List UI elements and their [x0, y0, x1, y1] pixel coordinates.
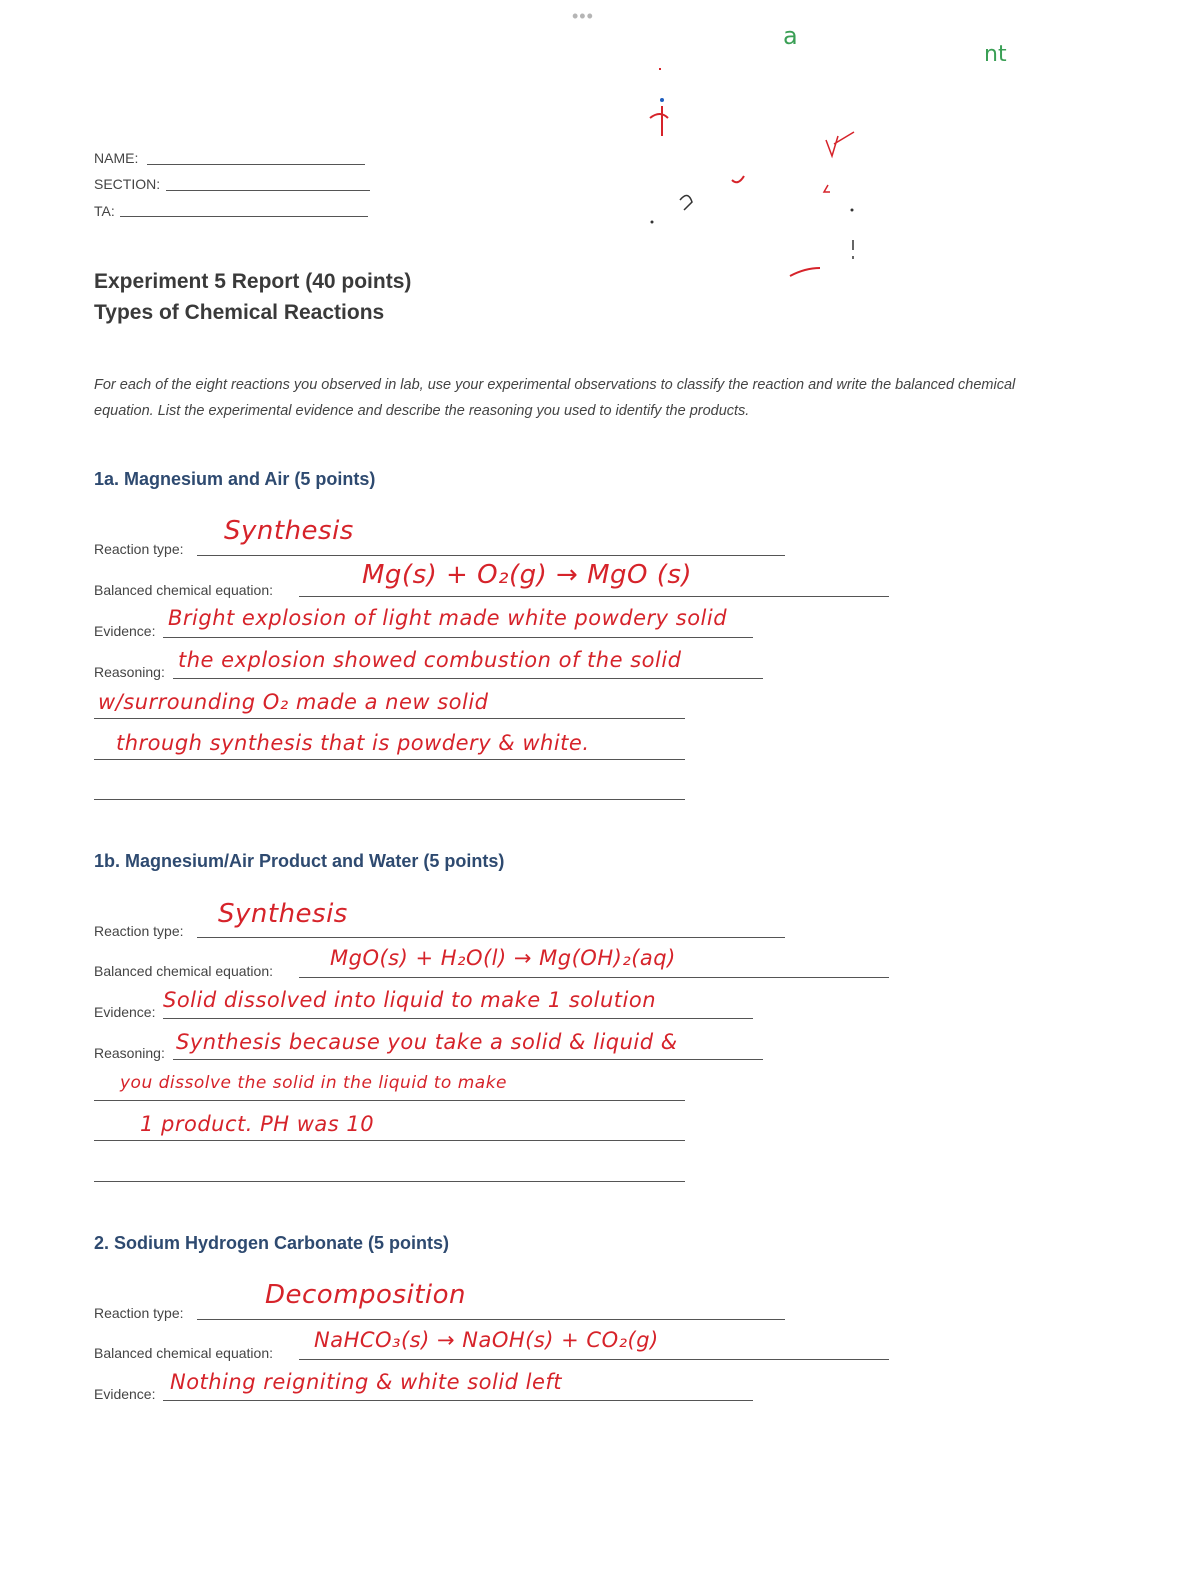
green-note-nt: nt — [984, 42, 1007, 67]
evidence-line[interactable] — [163, 1018, 753, 1019]
answer-1a-reaction-type: Synthesis — [224, 516, 354, 546]
reaction-type-label: Reaction type: — [94, 541, 184, 557]
answer-1a-evidence: Bright explosion of light made white powdery solid — [168, 606, 728, 630]
answer-1b-equation: MgO(s) + H₂O(l) → Mg(OH)₂(aq) — [330, 946, 676, 970]
reasoning-label: Reasoning: — [94, 664, 165, 680]
name-label: NAME: — [94, 150, 139, 166]
report-subtitle: Types of Chemical Reactions — [94, 301, 385, 324]
answer-1b-evidence: Solid dissolved into liquid to make 1 solution — [163, 988, 657, 1012]
reasoning-line-1[interactable] — [173, 678, 763, 679]
evidence-line[interactable] — [163, 1400, 753, 1401]
reasoning-line-3[interactable] — [94, 759, 685, 760]
answer-2-reaction-type: Decomposition — [265, 1280, 467, 1310]
evidence-label: Evidence: — [94, 1004, 156, 1020]
ta-label: TA: — [94, 203, 115, 219]
section-2-heading: 2. Sodium Hydrogen Carbonate (5 points) — [94, 1233, 450, 1253]
more-options-dots[interactable]: ••• — [572, 6, 594, 26]
reaction-type-line[interactable] — [197, 937, 785, 938]
reasoning-line-2[interactable] — [94, 718, 685, 719]
answer-2-evidence: Nothing reigniting & white solid left — [170, 1370, 563, 1394]
reasoning-line-2[interactable] — [94, 1100, 685, 1101]
balanced-equation-label: Balanced chemical equation: — [94, 963, 274, 979]
section-field[interactable] — [166, 190, 370, 191]
balanced-equation-label: Balanced chemical equation: — [94, 582, 274, 598]
answer-1b-reasoning-1: Synthesis because you take a solid & liquid & — [176, 1030, 678, 1054]
reaction-type-line[interactable] — [197, 555, 785, 556]
evidence-label: Evidence: — [94, 1386, 156, 1402]
reasoning-label: Reasoning: — [94, 1045, 165, 1061]
green-note-a: a — [783, 22, 798, 50]
answer-1a-reasoning-2: w/surrounding O₂ made a new solid — [98, 690, 489, 714]
ta-field[interactable] — [120, 216, 368, 217]
reasoning-line-1[interactable] — [173, 1059, 763, 1060]
balanced-equation-line[interactable] — [299, 1359, 889, 1360]
instructions-text: For each of the eight reactions you observed in lab, use your experimental observations to classify the reaction and write the balanced chemical equation. List the experimental evidence and describe the reasoning you used to identify the products. — [94, 377, 1016, 419]
reaction-type-label: Reaction type: — [94, 1305, 184, 1321]
answer-1b-reasoning-2: you dissolve the solid in the liquid to make — [120, 1073, 508, 1093]
evidence-label: Evidence: — [94, 623, 156, 639]
reaction-type-line[interactable] — [197, 1319, 785, 1320]
reasoning-line-3[interactable] — [94, 1140, 685, 1141]
balanced-equation-line[interactable] — [299, 596, 889, 597]
section-1a-heading: 1a. Magnesium and Air (5 points) — [94, 469, 376, 489]
balanced-equation-label: Balanced chemical equation: — [94, 1345, 274, 1361]
stray-ink-marks — [640, 40, 900, 290]
evidence-line[interactable] — [163, 637, 753, 638]
reasoning-line-4[interactable] — [94, 799, 685, 800]
balanced-equation-line[interactable] — [299, 977, 889, 978]
report-title: Experiment 5 Report (40 points) — [94, 270, 412, 293]
answer-2-equation: NaHCO₃(s) → NaOH(s) + CO₂(g) — [314, 1328, 659, 1352]
section-1b-heading: 1b. Magnesium/Air Product and Water (5 points) — [94, 851, 505, 871]
answer-1b-reasoning-3: 1 product. PH was 10 — [140, 1112, 375, 1136]
section-label: SECTION: — [94, 176, 161, 192]
answer-1a-reasoning-3: through synthesis that is powdery & white. — [116, 731, 590, 755]
name-field[interactable] — [147, 164, 365, 165]
answer-1a-reasoning-1: the explosion showed combustion of the solid — [178, 648, 682, 672]
answer-1a-equation: Mg(s) + O₂(g) → MgO (s) — [362, 560, 693, 590]
reaction-type-label: Reaction type: — [94, 923, 184, 939]
reasoning-line-4[interactable] — [94, 1181, 685, 1182]
answer-1b-reaction-type: Synthesis — [218, 899, 348, 929]
